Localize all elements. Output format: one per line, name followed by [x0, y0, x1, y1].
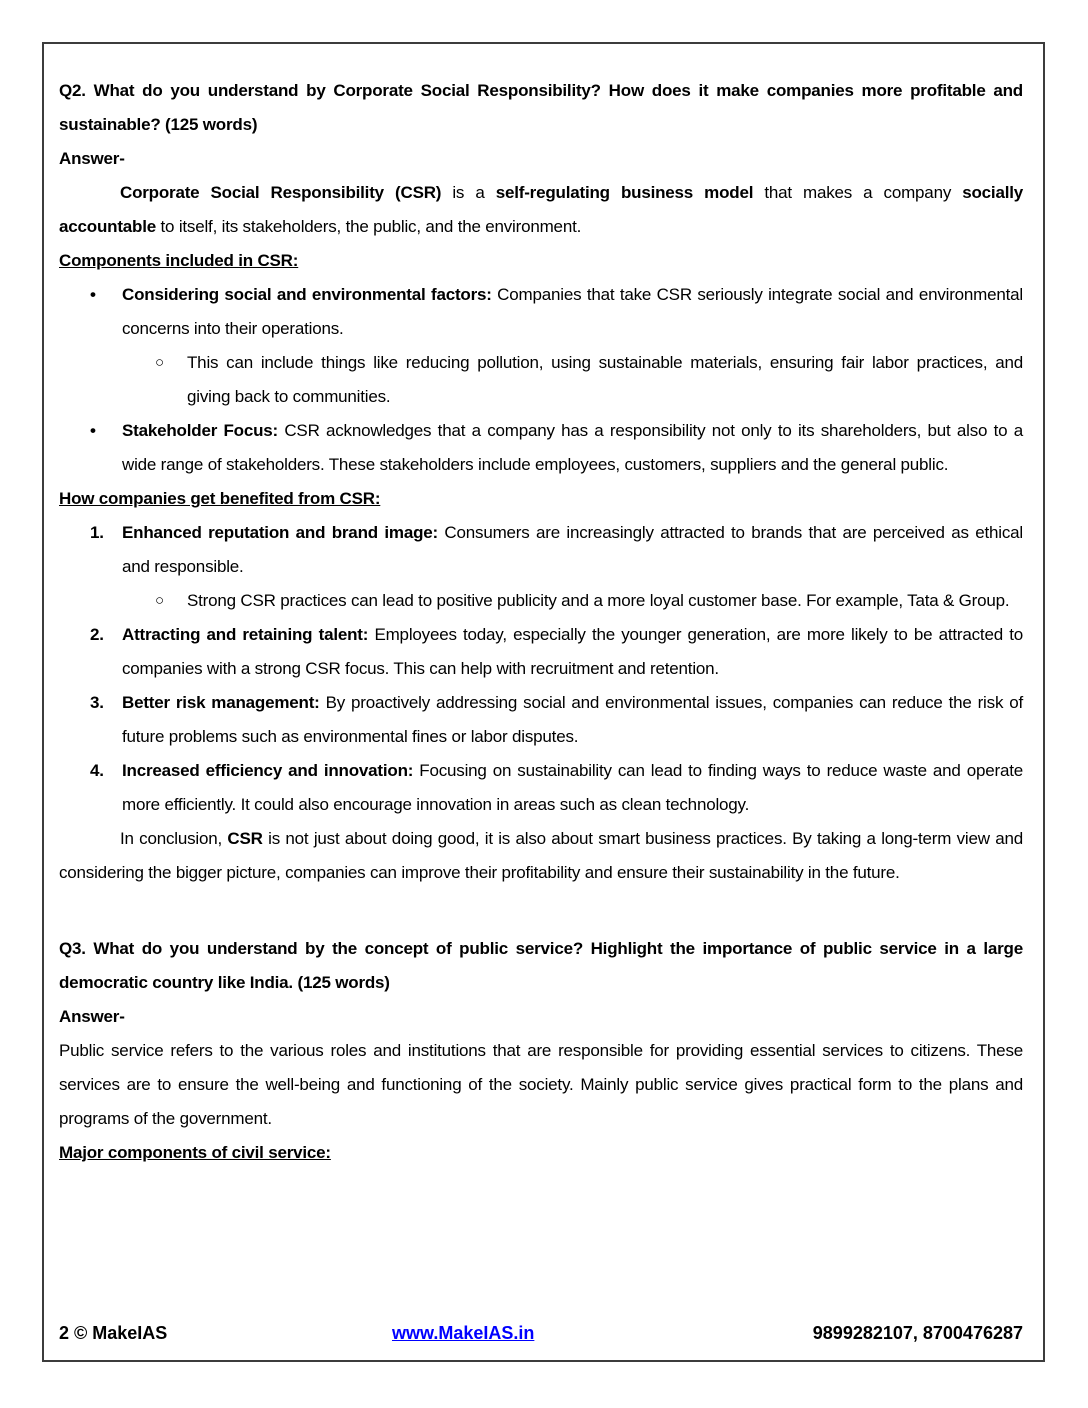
components-heading: Components included in CSR:	[59, 251, 299, 270]
numbered-item-talent	[59, 618, 1023, 686]
sub-bullet-text: This can include things like reducing pollution, using sustainable materials, ensuring fair labor practices, and giving back to communities.	[187, 353, 1023, 406]
bullet-icon: •	[90, 421, 96, 440]
civil-service-heading: Major components of civil service:	[59, 1143, 331, 1162]
components-heading-row	[59, 244, 1023, 278]
conclusion-text-1: In conclusion,	[120, 829, 228, 848]
q3-question: Q3. What do you understand by the concept of public service? Highlight the importance of public service in a large democratic country like India. (125 words)	[59, 939, 1023, 992]
number-label: 3.	[90, 693, 104, 712]
conclusion-text-2: is not just about doing good, it is also about smart business practices. By taking a long-term view and considering the bigger picture, companies can improve their profitability and ensure their sustainability in the future.	[59, 829, 1023, 882]
numbered-text: Consumers are increasingly attracted to brands that are perceived as ethical and responsible.	[122, 523, 1023, 576]
circle-bullet-icon: ○	[155, 592, 164, 609]
q3-answer-label: Answer-	[59, 1007, 125, 1026]
q2-intro-bold-accountable: socially accountable	[59, 183, 1024, 236]
q2-intro-bold-csr: Corporate Social Responsibility (CSR)	[120, 183, 442, 202]
q2-conclusion-paragraph	[59, 822, 1023, 890]
numbered-lead: Better risk management:	[122, 693, 320, 712]
q3-intro-paragraph: Public service refers to the various roles and institutions that are responsible for providing essential services to citizens. These services are to ensure the well-being and functioning of the society. Mainly public service gives practical form to the plans and programs of the government.	[59, 1041, 1023, 1128]
contact-phones: 9899282107, 8700476287	[812, 1323, 1023, 1343]
q2-answer-label: Answer-	[59, 149, 125, 168]
benefits-heading: How companies get benefited from CSR:	[59, 489, 381, 508]
q2-intro-paragraph	[59, 176, 1023, 244]
numbered-lead: Attracting and retaining talent:	[122, 625, 369, 644]
conclusion-bold-csr: CSR	[227, 829, 263, 848]
q2-intro-text-3: to itself, its stakeholders, the public, and the environment.	[156, 217, 582, 236]
numbered-item-efficiency	[59, 754, 1023, 822]
q2-intro-bold-model: self-regulating business model	[495, 183, 754, 202]
circle-bullet-icon: ○	[155, 354, 164, 371]
number-label: 2.	[90, 625, 104, 644]
numbered-text: Focusing on sustainability can lead to finding ways to reduce waste and operate more efficiently. It could also encourage innovation in areas such as clean technology.	[122, 761, 1023, 814]
q2-intro-text-1: is a	[441, 183, 496, 202]
q2-question: Q2. What do you understand by Corporate Social Responsibility? How does it make companies more profitable and sustainable? (125 words)	[59, 81, 1023, 134]
bullet-text: CSR acknowledges that a company has a responsibility not only to its shareholders, but also to a wide range of stakeholders. These stakeholders include employees, customers, suppliers and the general public.	[122, 421, 1023, 474]
page-number-brand: 2 © MakeIAS	[59, 1323, 168, 1343]
sub-bullet-item-pollution	[59, 346, 1023, 414]
numbered-text: Employees today, especially the younger generation, are more likely to be attracted to companies with a strong CSR focus. This can help with recruitment and retention.	[122, 625, 1023, 678]
numbered-item-risk	[59, 686, 1023, 754]
bullet-lead: Considering social and environmental factors:	[122, 285, 492, 304]
numbered-lead: Enhanced reputation and brand image:	[122, 523, 438, 542]
number-label: 1.	[90, 523, 104, 542]
sub-bullet-item-publicity	[59, 584, 1023, 618]
civil-heading-row	[59, 1136, 1023, 1170]
numbered-text: By proactively addressing social and environmental issues, companies can reduce the risk of future problems such as environmental fines or labor disputes.	[122, 693, 1023, 746]
sub-bullet-text: Strong CSR practices can lead to positive publicity and a more loyal customer base. For example, Tata & Group.	[187, 591, 1010, 610]
bullet-item-social-environmental	[59, 278, 1023, 346]
document-page	[42, 42, 1045, 1362]
bullet-item-stakeholder-focus	[59, 414, 1023, 482]
bullet-text: Companies that take CSR seriously integrate social and environmental concerns into their operations.	[122, 285, 1023, 338]
page-footer	[59, 1318, 1023, 1348]
website-link[interactable]: www.MakeIAS.in	[392, 1323, 535, 1343]
numbered-item-reputation	[59, 516, 1023, 584]
numbered-lead: Increased efficiency and innovation:	[122, 761, 414, 780]
q2-intro-text-2: that makes a company	[753, 183, 963, 202]
bullet-icon: •	[90, 285, 96, 304]
bullet-lead: Stakeholder Focus:	[122, 421, 278, 440]
number-label: 4.	[90, 761, 104, 780]
section-spacer	[59, 890, 1023, 932]
benefits-heading-row	[59, 482, 1023, 516]
